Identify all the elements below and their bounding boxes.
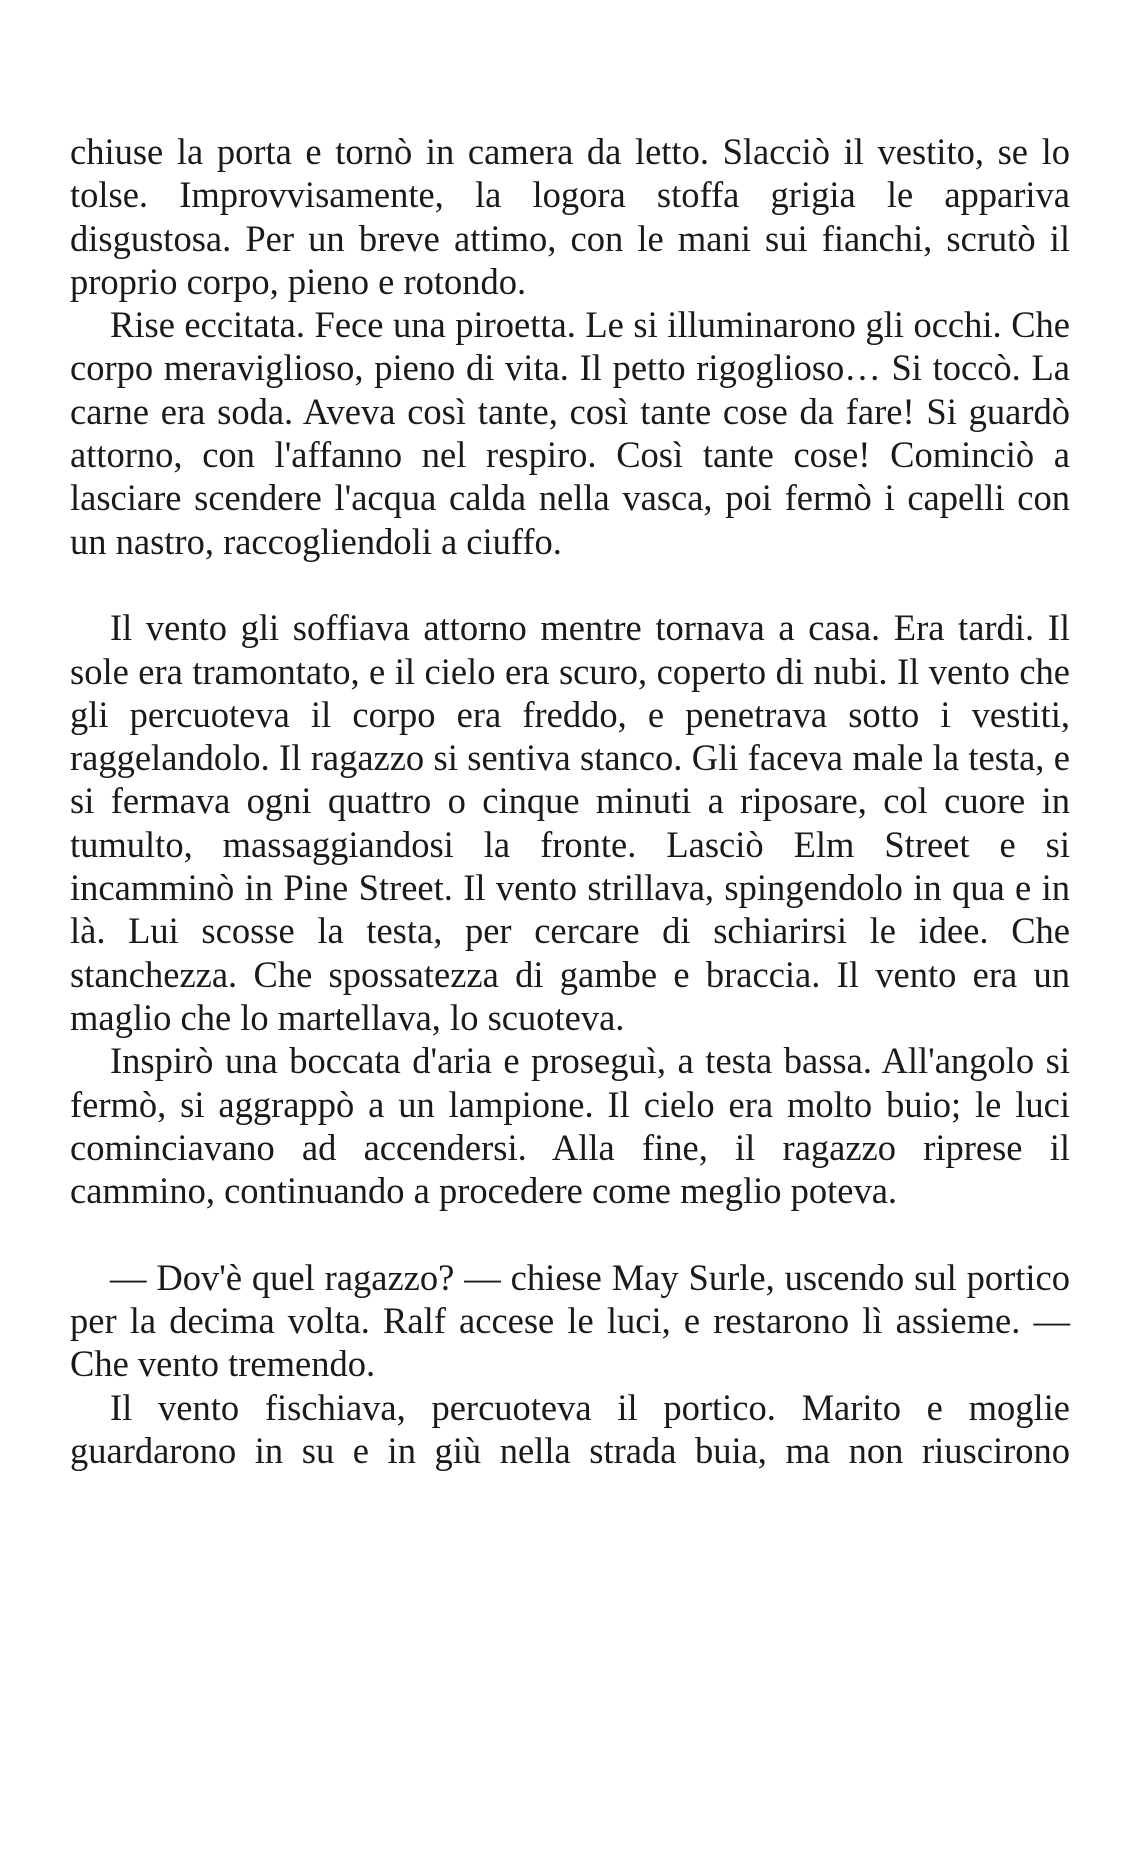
paragraph: chiuse la porta e tornò in camera da letto. Slacciò il vestito, se lo tolse. Improvvisamente, la logora stoffa grigia le appariva disgustosa. Per un breve attimo, con le mani sui fianchi, scrutò il proprio corpo, pieno e rotondo. — [70, 131, 1070, 302]
section-break — [70, 1212, 1070, 1255]
paragraph: Rise eccitata. Fece una piroetta. Le si illuminarono gli occhi. Che corpo meraviglioso, pieno di vita. Il petto rigoglioso… Si toccò. La carne era soda. Aveva così tante, così tante cose da fare! Si guardò attorno, con l'affanno nel respiro. Così tante cose! Cominciò a lasciare scendere l'acqua calda nella vasca, poi fermò i capelli con un nastro, raccogliendoli a ciuffo. — [70, 304, 1070, 562]
paragraph: Inspirò una boccata d'aria e proseguì, a testa bassa. All'angolo si fermò, si aggrappò a un lampione. Il cielo era molto buio; le luci cominciavano ad accendersi. Alla fine, il ragazzo riprese il cammino, continuando a procedere come meglio poteva. — [70, 1040, 1070, 1212]
page-text — [70, 130, 1070, 1472]
section-break — [70, 563, 1070, 606]
paragraph: Il vento fischiava, percuoteva il portico. Marito e moglie guardarono in su e in giù nella strada buia, ma non riuscirono — [70, 1386, 1070, 1471]
paragraph: — Dov'è quel ragazzo? — chiese May Surle, uscendo sul portico per la decima volta. Ralf accese le luci, e restarono lì assieme. — Che vento tremendo. — [70, 1256, 1070, 1385]
paragraph: Il vento gli soffiava attorno mentre tornava a casa. Era tardi. Il sole era tramontato, e il cielo era scuro, coperto di nubi. Il vento che gli percuoteva il corpo era freddo, e penetrava sotto i vestiti, raggelandolo. Il ragazzo si sentiva stanco. Gli faceva male la testa, e si fermava ogni quattro o cinque minuti a riposare, col cuore in tumulto, massaggiandosi la fronte. Lasciò Elm Street e si incamminò in Pine Street. Il vento strillava, spingendolo in qua e in là. Lui scosse la testa, per cercare di schiarirsi le idee. Che stanchezza. Che spossatezza di gambe e braccia. Il vento era un maglio che lo martellava, lo scuoteva. — [70, 607, 1070, 1038]
